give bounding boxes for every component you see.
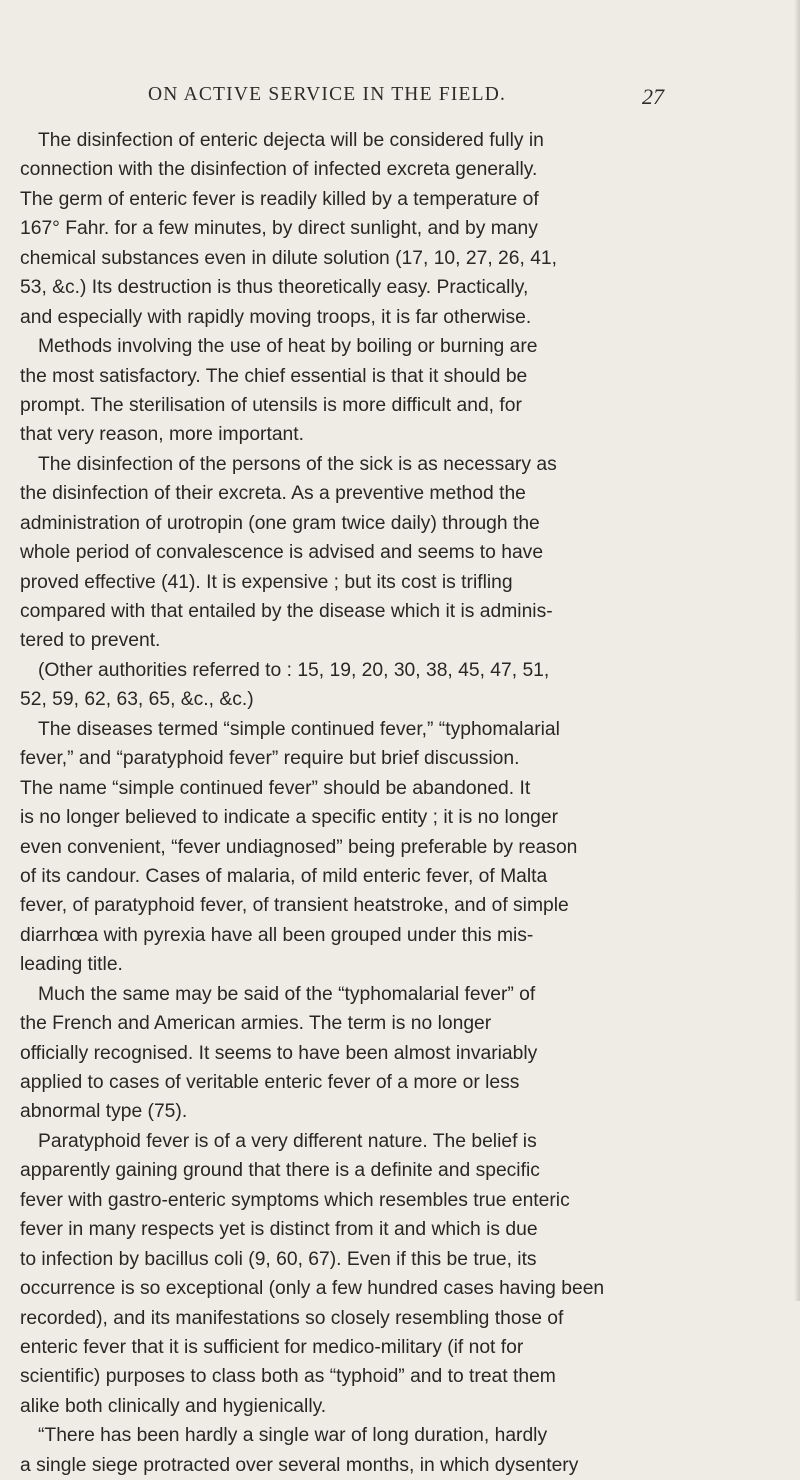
body-text [20, 126, 790, 1480]
text-line: The diseases termed “simple continued fever,” “typhomalarial [38, 718, 560, 740]
page-header [0, 84, 800, 114]
text-line: apparently gaining ground that there is a definite and specific [20, 1160, 540, 1182]
text-line: tered to prevent. [20, 630, 161, 652]
text-line: chemical substances even in dilute solution (17, 10, 27, 26, 41, [20, 247, 557, 269]
text-line: Much the same may be said of the “typhomalarial fever” of [38, 983, 536, 1005]
text-line: prompt. The sterilisation of utensils is more difficult and, for [20, 394, 522, 416]
text-line: recorded), and its manifestations so closely resembling those of [20, 1307, 564, 1329]
text-line: 53, &c.) Its destruction is thus theoretically easy. Practically, [20, 277, 529, 299]
text-line: (Other authorities referred to : 15, 19, 20, 30, 38, 45, 47, 51, [38, 659, 550, 681]
text-line: The germ of enteric fever is readily killed by a temperature of [20, 188, 539, 210]
text-line: and especially with rapidly moving troops, it is far otherwise. [20, 306, 532, 328]
text-line: proved effective (41). It is expensive ; but its cost is trifling [20, 571, 513, 593]
text-line: the disinfection of their excreta. As a preventive method the [20, 483, 526, 505]
text-line: 52, 59, 62, 63, 65, &c., &c.) [20, 689, 254, 711]
text-line: that very reason, more important. [20, 424, 304, 446]
text-line: alike both clinically and hygienically. [20, 1395, 327, 1417]
text-line: even convenient, “fever undiagnosed” being preferable by reason [20, 836, 578, 858]
text-line: fever,” and “paratyphoid fever” require but brief discussion. [20, 748, 520, 770]
text-line: administration of urotropin (one gram twice daily) through the [20, 512, 540, 534]
text-line: officially recognised. It seems to have been almost invariably [20, 1042, 538, 1064]
text-line: applied to cases of veritable enteric fever of a more or less [20, 1072, 520, 1093]
text-line: is no longer believed to indicate a specific entity ; it is no longer [20, 807, 559, 829]
text-line: occurrence is so exceptional (only a few hundred cases having been [20, 1278, 605, 1300]
text-line: connection with the disinfection of infected excreta generally. [20, 159, 538, 181]
text-line: fever with gastro-enteric symptoms which resembles true enteric [20, 1189, 570, 1211]
page-edge-shadow [794, 0, 800, 1301]
text-line: fever, of paratyphoid fever, of transient heatstroke, and of simple [20, 895, 569, 917]
text-line: The disinfection of the persons of the sick is as necessary as [38, 453, 557, 475]
text-line: Methods involving the use of heat by boiling or burning are [38, 336, 538, 358]
text-line: enteric fever that it is sufficient for medico-military (if not for [20, 1336, 524, 1358]
text-line: the French and American armies. The term is no longer [20, 1013, 492, 1035]
text-line: the most satisfactory. The chief essential is that it should be [20, 365, 528, 387]
text-line: fever in many respects yet is distinct from it and which is due [20, 1219, 538, 1241]
text-line: scientific) purposes to class both as “typhoid” and to treat them [20, 1366, 556, 1388]
text-line: The disinfection of enteric dejecta will be considered fully in [38, 130, 544, 151]
running-head: ON ACTIVE SERVICE IN THE FIELD. [148, 84, 507, 105]
text-line: whole period of convalescence is advised and seems to have [20, 542, 544, 564]
text-line: “There has been hardly a single war of long duration, hardly [38, 1425, 548, 1447]
page-number: 27 [642, 84, 664, 109]
text-line: abnormal type (75). [20, 1101, 188, 1123]
text-line: of its candour. Cases of malaria, of mild enteric fever, of Malta [20, 865, 548, 887]
text-line: Paratyphoid fever is of a very different nature. The belief is [38, 1130, 537, 1152]
text-line: a single siege protracted over several months, in which dysentery [20, 1454, 579, 1476]
text-line: diarrhœa with pyrexia have all been grouped under this mis- [20, 924, 534, 946]
text-line: compared with that entailed by the disease which it is adminis- [20, 601, 553, 622]
text-line: leading title. [20, 954, 123, 976]
text-line: The name “simple continued fever” should be abandoned. It [20, 777, 531, 799]
text-line: 167° Fahr. for a few minutes, by direct sunlight, and by many [20, 218, 538, 240]
text-line: to infection by bacillus coli (9, 60, 67). Even if this be true, its [20, 1248, 537, 1270]
